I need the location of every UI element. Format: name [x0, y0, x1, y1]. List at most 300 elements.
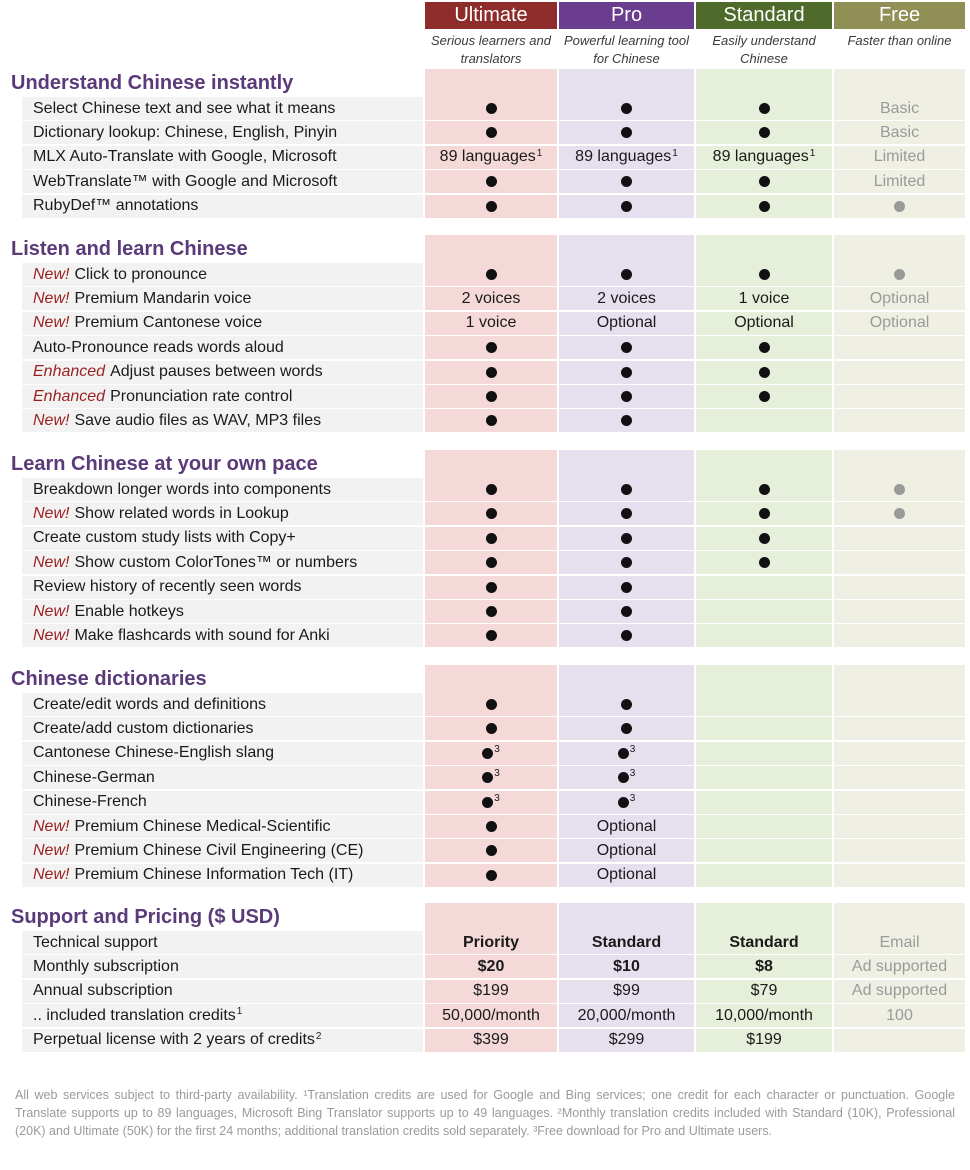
value-cell-pro	[559, 624, 694, 647]
cell-value: $399	[473, 1031, 509, 1049]
feature-cell	[22, 693, 423, 716]
feature-label: Chinese-German	[33, 768, 155, 786]
value-cell-ultimate	[425, 980, 557, 1003]
included-dot-icon	[621, 557, 632, 568]
included-dot-icon	[759, 269, 770, 280]
value-cell-standard	[696, 576, 832, 599]
footnote-marker: 3	[494, 792, 500, 804]
included-dot-icon	[486, 821, 497, 832]
cell-value: Basic	[879, 123, 920, 141]
included-dot-icon	[894, 269, 905, 280]
table-row	[22, 121, 965, 145]
value-cell-standard	[696, 502, 832, 525]
included-dot-icon	[621, 269, 632, 280]
value-cell-pro	[559, 766, 694, 789]
included-dot-icon	[618, 797, 629, 808]
included-dot-icon	[759, 367, 770, 378]
feature-label: Show custom ColorTones™ or numbers	[74, 553, 358, 571]
included-dot-icon	[486, 176, 497, 187]
value-cell-free	[834, 815, 965, 838]
value-cell-standard	[696, 336, 832, 359]
value-cell-free	[834, 409, 965, 432]
included-dot-icon	[486, 367, 497, 378]
section-band-standard	[696, 235, 832, 263]
included-dot-icon	[621, 415, 632, 426]
value-cell-standard	[696, 263, 832, 286]
cell-value: $199	[746, 1031, 782, 1049]
cell-value: Limited	[873, 172, 926, 190]
table-row	[22, 839, 965, 863]
cell-value: 20,000/month	[577, 1006, 676, 1024]
value-cell-standard	[696, 361, 832, 384]
value-cell-free	[834, 478, 965, 501]
footnote-marker: 1	[236, 1006, 243, 1018]
value-cell-free	[834, 980, 965, 1003]
included-dot-icon	[482, 797, 493, 808]
table-row	[22, 97, 965, 121]
included-dot-icon	[486, 845, 497, 856]
value-cell-pro	[559, 502, 694, 525]
cell-value: $99	[613, 982, 640, 1000]
included-dot-icon	[621, 699, 632, 710]
feature-label: Enable hotkeys	[74, 602, 184, 620]
table-row	[22, 170, 965, 194]
included-dot-icon	[621, 391, 632, 402]
included-dot-icon	[486, 127, 497, 138]
feature-cell	[22, 195, 423, 218]
footnote-marker: 3	[494, 743, 500, 755]
value-cell-free	[834, 624, 965, 647]
table-row	[22, 931, 965, 955]
feature-tag: New!	[33, 504, 70, 522]
value-cell-ultimate	[425, 955, 557, 978]
value-cell-ultimate	[425, 146, 557, 169]
section-band-pro	[559, 450, 694, 478]
table-row	[22, 527, 965, 551]
value-cell-free	[834, 931, 965, 954]
value-cell-free	[834, 312, 965, 335]
value-cell-pro	[559, 170, 694, 193]
value-cell-standard	[696, 600, 832, 623]
included-dot-icon	[759, 103, 770, 114]
feature-tag: New!	[33, 314, 70, 332]
value-cell-standard	[696, 624, 832, 647]
feature-cell	[22, 385, 423, 408]
footnote-marker: 3	[629, 768, 636, 780]
cell-value: Optional	[734, 314, 794, 332]
included-dot-icon	[621, 201, 632, 212]
feature-cell	[22, 361, 423, 384]
included-dot-icon	[486, 557, 497, 568]
value-cell-free	[834, 551, 965, 574]
value-cell-free	[834, 742, 965, 765]
table-row	[22, 864, 965, 888]
included-dot-icon	[618, 748, 629, 759]
table-row	[22, 815, 965, 839]
value-cell-free	[834, 791, 965, 814]
feature-tag: New!	[33, 626, 70, 644]
value-cell-standard	[696, 97, 832, 120]
value-cell-ultimate	[425, 576, 557, 599]
value-cell-free	[834, 361, 965, 384]
included-dot-icon	[486, 508, 497, 519]
table-row	[22, 742, 965, 766]
included-dot-icon	[621, 606, 632, 617]
value-cell-standard	[696, 312, 832, 335]
included-dot-icon	[621, 630, 632, 641]
cell-value: Optional	[596, 314, 657, 332]
feature-label: Review history of recently seen words	[33, 578, 302, 596]
included-dot-icon	[486, 103, 497, 114]
value-cell-ultimate	[425, 97, 557, 120]
value-cell-standard	[696, 791, 832, 814]
value-cell-ultimate	[425, 287, 557, 310]
value-cell-standard	[696, 121, 832, 144]
value-cell-ultimate	[425, 600, 557, 623]
value-cell-pro	[559, 527, 694, 550]
value-cell-free	[834, 502, 965, 525]
footnote-marker: 1	[536, 147, 543, 159]
cell-value: $79	[750, 982, 778, 1000]
feature-cell	[22, 146, 423, 169]
included-dot-icon	[621, 367, 632, 378]
value-cell-free	[834, 385, 965, 408]
table-row	[22, 955, 965, 979]
value-cell-standard	[696, 815, 832, 838]
feature-label: Pronunciation rate control	[110, 387, 293, 405]
value-cell-pro	[559, 742, 694, 765]
table-row	[22, 693, 965, 717]
value-cell-ultimate	[425, 624, 557, 647]
feature-cell	[22, 97, 423, 120]
table-row	[22, 385, 965, 409]
value-cell-ultimate	[425, 931, 557, 954]
value-cell-standard	[696, 742, 832, 765]
section-band-pro	[559, 903, 694, 931]
feature-cell	[22, 600, 423, 623]
value-cell-pro	[559, 478, 694, 501]
feature-cell	[22, 527, 423, 550]
feature-cell	[22, 170, 423, 193]
feature-label: MLX Auto-Translate with Google, Microsoft	[33, 148, 337, 166]
value-cell-ultimate	[425, 864, 557, 887]
feature-label: RubyDef™ annotations	[33, 197, 199, 215]
included-dot-icon	[486, 723, 497, 734]
cell-value: 100	[886, 1006, 913, 1024]
value-cell-ultimate	[425, 791, 557, 814]
value-cell-free	[834, 527, 965, 550]
feature-cell	[22, 312, 423, 335]
included-dot-icon	[486, 630, 497, 641]
value-cell-pro	[559, 121, 694, 144]
value-cell-standard	[696, 1029, 832, 1052]
value-cell-free	[834, 1004, 965, 1027]
tier-subtitle-free: Faster than online	[847, 33, 952, 48]
table-row	[22, 551, 965, 575]
footnote-marker: 1	[672, 147, 678, 159]
included-dot-icon	[486, 606, 497, 617]
cell-value: 89 languages	[712, 148, 809, 166]
included-dot-icon	[759, 533, 770, 544]
feature-tag: Enhanced	[33, 387, 106, 405]
feature-cell	[22, 955, 423, 978]
included-dot-icon	[621, 484, 632, 495]
feature-label: Premium Chinese Civil Engineering (CE)	[74, 841, 364, 859]
tier-header-standard: Standard	[696, 2, 832, 29]
value-cell-pro	[559, 385, 694, 408]
feature-cell	[22, 502, 423, 525]
value-cell-standard	[696, 287, 832, 310]
included-dot-icon	[621, 176, 632, 187]
feature-label: Chinese-French	[33, 793, 147, 811]
included-dot-icon	[486, 870, 497, 881]
value-cell-pro	[559, 361, 694, 384]
value-cell-free	[834, 121, 965, 144]
value-cell-pro	[559, 839, 694, 862]
feature-label: Make flashcards with sound for Anki	[74, 626, 330, 644]
section-band-standard	[696, 450, 832, 478]
table-row	[22, 980, 965, 1004]
value-cell-pro	[559, 980, 694, 1003]
value-cell-ultimate	[425, 839, 557, 862]
value-cell-ultimate	[425, 815, 557, 838]
feature-label: Click to pronounce	[74, 265, 207, 283]
table-row	[22, 287, 965, 311]
cell-value: Limited	[873, 148, 926, 166]
cell-value: Optional	[869, 289, 930, 307]
footnote: All web services subject to third-party availability. ¹Translation credits are used for Google and Bing services; one credit for each character or punctuation. Google Translate supports up to 89 languages, Microsoft Bing Translator supports up to 49 languages. ²Monthly translation credits included with Standard (10K), Professional (20K) and Ultimate (50K) for the first 24 months; additional translation credits sold separately. ³Free download for Pro and Ultimate users.	[15, 1088, 955, 1138]
included-dot-icon	[759, 342, 770, 353]
value-cell-ultimate	[425, 766, 557, 789]
tier-subtitle-ultimate: Serious learners and translators	[431, 33, 551, 66]
value-cell-pro	[559, 551, 694, 574]
tier-subtitle-standard: Easily understand Chinese	[712, 33, 816, 66]
value-cell-standard	[696, 478, 832, 501]
value-cell-ultimate	[425, 717, 557, 740]
value-cell-pro	[559, 312, 694, 335]
feature-label: Annual subscription	[33, 982, 173, 1000]
cell-value: Ad supported	[851, 957, 948, 975]
included-dot-icon	[482, 772, 493, 783]
cell-value: Priority	[462, 933, 519, 951]
cell-value: $299	[608, 1031, 645, 1049]
included-dot-icon	[894, 508, 905, 519]
table-row	[22, 409, 965, 433]
value-cell-ultimate	[425, 693, 557, 716]
feature-cell	[22, 839, 423, 862]
feature-label: .. included translation credits	[33, 1006, 236, 1024]
feature-cell	[22, 263, 423, 286]
feature-label: Select Chinese text and see what it means	[33, 99, 336, 117]
feature-tag: New!	[33, 817, 70, 835]
included-dot-icon	[759, 127, 770, 138]
included-dot-icon	[486, 391, 497, 402]
value-cell-pro	[559, 955, 694, 978]
table-row	[22, 766, 965, 790]
included-dot-icon	[894, 484, 905, 495]
value-cell-pro	[559, 931, 694, 954]
value-cell-free	[834, 839, 965, 862]
value-cell-ultimate	[425, 409, 557, 432]
value-cell-standard	[696, 955, 832, 978]
section-title: Listen and learn Chinese	[11, 238, 248, 260]
included-dot-icon	[621, 103, 632, 114]
feature-cell	[22, 121, 423, 144]
included-dot-icon	[621, 533, 632, 544]
included-dot-icon	[621, 127, 632, 138]
value-cell-standard	[696, 385, 832, 408]
feature-label: Premium Mandarin voice	[74, 289, 252, 307]
value-cell-pro	[559, 600, 694, 623]
value-cell-standard	[696, 551, 832, 574]
feature-label: Premium Cantonese voice	[74, 314, 263, 332]
cell-value: 50,000/month	[442, 1006, 540, 1024]
value-cell-ultimate	[425, 263, 557, 286]
included-dot-icon	[759, 176, 770, 187]
value-cell-pro	[559, 97, 694, 120]
feature-label: Perpetual license with 2 years of credits	[33, 1031, 315, 1049]
value-cell-free	[834, 146, 965, 169]
table-row	[22, 361, 965, 385]
value-cell-ultimate	[425, 312, 557, 335]
feature-cell	[22, 576, 423, 599]
value-cell-free	[834, 717, 965, 740]
cell-value: 2 voices	[597, 289, 656, 307]
table-row	[22, 312, 965, 336]
included-dot-icon	[486, 201, 497, 212]
value-cell-ultimate	[425, 385, 557, 408]
included-dot-icon	[482, 748, 493, 759]
cell-value: 89 languages	[439, 148, 536, 166]
feature-tag: New!	[33, 602, 70, 620]
footnote-marker: 3	[629, 792, 636, 804]
value-cell-pro	[559, 287, 694, 310]
value-cell-free	[834, 864, 965, 887]
feature-label: Breakdown longer words into components	[33, 480, 331, 498]
value-cell-standard	[696, 146, 832, 169]
cell-value: Standard	[729, 933, 799, 951]
value-cell-free	[834, 336, 965, 359]
section-band-pro	[559, 235, 694, 263]
value-cell-standard	[696, 931, 832, 954]
feature-label: Dictionary lookup: Chinese, English, Pinyin	[33, 123, 338, 141]
cell-value: Optional	[869, 314, 930, 332]
table-row	[22, 576, 965, 600]
feature-label: Auto-Pronounce reads words aloud	[33, 338, 284, 356]
section-band-free	[834, 665, 965, 693]
feature-cell	[22, 791, 423, 814]
feature-tag: New!	[33, 866, 70, 884]
section-band-standard	[696, 665, 832, 693]
section-band-free	[834, 903, 965, 931]
feature-cell	[22, 1029, 423, 1052]
value-cell-free	[834, 97, 965, 120]
cell-value: 10,000/month	[715, 1006, 813, 1024]
feature-tag: New!	[33, 265, 70, 283]
table-row	[22, 624, 965, 648]
included-dot-icon	[486, 415, 497, 426]
value-cell-ultimate	[425, 502, 557, 525]
feature-label: Cantonese Chinese-English slang	[33, 744, 275, 762]
feature-cell	[22, 409, 423, 432]
value-cell-pro	[559, 336, 694, 359]
value-cell-ultimate	[425, 478, 557, 501]
cell-value: Optional	[596, 866, 657, 884]
feature-label: Premium Chinese Information Tech (IT)	[74, 866, 354, 884]
feature-label: Create custom study lists with Copy+	[33, 529, 296, 547]
feature-cell	[22, 551, 423, 574]
value-cell-standard	[696, 170, 832, 193]
table-row	[22, 717, 965, 741]
included-dot-icon	[759, 201, 770, 212]
value-cell-pro	[559, 263, 694, 286]
section-band-free	[834, 69, 965, 97]
value-cell-ultimate	[425, 170, 557, 193]
value-cell-standard	[696, 1004, 832, 1027]
cell-value: Standard	[591, 933, 662, 951]
value-cell-pro	[559, 1004, 694, 1027]
table-row	[22, 195, 965, 219]
section-band-ultimate	[425, 69, 557, 97]
feature-label: Technical support	[33, 933, 158, 951]
value-cell-free	[834, 1029, 965, 1052]
included-dot-icon	[486, 533, 497, 544]
cell-value: $20	[477, 957, 505, 975]
feature-cell	[22, 287, 423, 310]
table-row	[22, 478, 965, 502]
feature-tag: Enhanced	[33, 363, 106, 381]
cell-value: Optional	[596, 841, 657, 859]
footnote-marker: 2	[315, 1030, 322, 1042]
value-cell-pro	[559, 409, 694, 432]
value-cell-free	[834, 170, 965, 193]
section-band-free	[834, 235, 965, 263]
feature-label: Create/add custom dictionaries	[33, 719, 254, 737]
feature-tag: New!	[33, 289, 70, 307]
value-cell-free	[834, 766, 965, 789]
value-cell-free	[834, 287, 965, 310]
value-cell-ultimate	[425, 1029, 557, 1052]
value-cell-standard	[696, 409, 832, 432]
feature-cell	[22, 931, 423, 954]
value-cell-standard	[696, 527, 832, 550]
value-cell-standard	[696, 980, 832, 1003]
section-band-free	[834, 450, 965, 478]
feature-tag: New!	[33, 553, 70, 571]
table-row	[22, 146, 965, 170]
value-cell-pro	[559, 146, 694, 169]
value-cell-ultimate	[425, 527, 557, 550]
feature-tag: New!	[33, 841, 70, 859]
value-cell-free	[834, 955, 965, 978]
feature-label: Premium Chinese Medical-Scientific	[74, 817, 331, 835]
feature-cell	[22, 742, 423, 765]
value-cell-pro	[559, 1029, 694, 1052]
cell-value: 1 voice	[465, 314, 517, 332]
feature-label: Save audio files as WAV, MP3 files	[74, 411, 322, 429]
tier-header-free: Free	[834, 2, 965, 29]
value-cell-free	[834, 195, 965, 218]
section-title: Understand Chinese instantly	[11, 72, 294, 94]
table-row	[22, 1004, 965, 1028]
value-cell-ultimate	[425, 336, 557, 359]
feature-label: Create/edit words and definitions	[33, 695, 267, 713]
section-band-ultimate	[425, 235, 557, 263]
footnote-marker: 3	[629, 743, 636, 755]
included-dot-icon	[486, 269, 497, 280]
section-band-standard	[696, 903, 832, 931]
section-title: Chinese dictionaries	[11, 668, 207, 690]
